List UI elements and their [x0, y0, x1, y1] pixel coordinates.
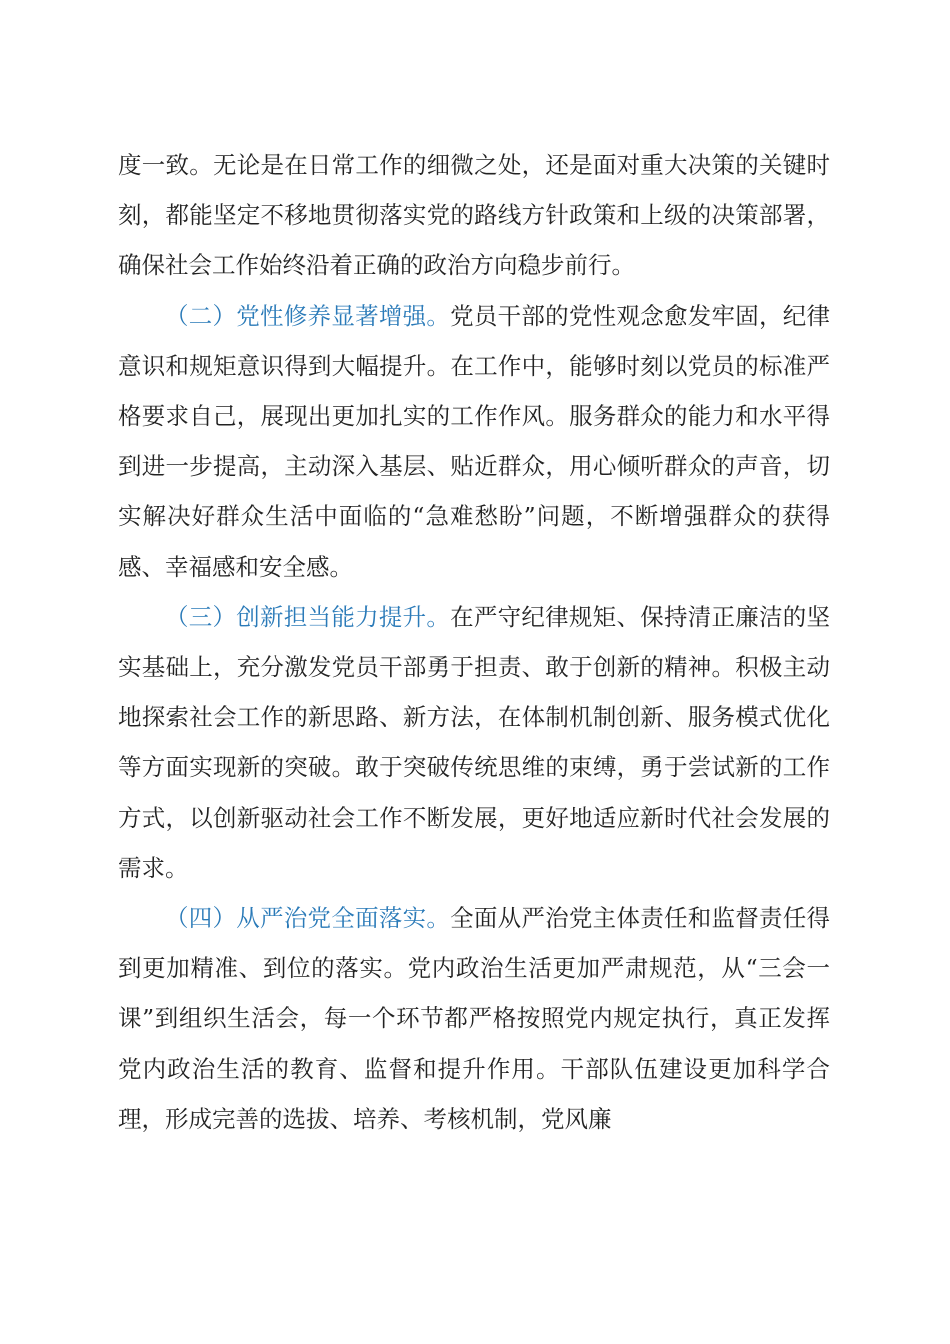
paragraph-text: 全面从严治党主体责任和监督责任得到更加精准、到位的落实。党内政治生活更加严肃规范，从“三会一课”到组织生活会，每一个环节都严格按照党内规定执行，真正发挥党内政治生活的教育、监督和提升作用。干部队伍建设更加科学合理，形成完善的选拔、培养、考核机制，党风廉 — [118, 904, 831, 1133]
section-heading: （四）从严治党全面落实。 — [165, 904, 451, 933]
paragraph-text: 度一致。无论是在日常工作的细微之处，还是面对重大决策的关键时刻，都能坚定不移地贯彻落实党的路线方针政策和上级的决策部署，确保社会工作始终沿着正确的政治方向稳步前行。 — [118, 151, 830, 280]
paragraph-innovation — [118, 592, 830, 893]
section-heading: （二）党性修养显著增强。 — [165, 301, 451, 330]
paragraph-text: 党员干部的党性观念愈发牢固，纪律意识和规矩意识得到大幅提升。在工作中，能够时刻以党员的标准严格要求自己，展现出更加扎实的工作作风。服务群众的能力和水平得到进一步提高，主动深入基层、贴近群众，用心倾听群众的声音，切实解决好群众生活中面临的“急难愁盼”问题，不断增强群众的获得感、幸福感和安全感。 — [118, 301, 831, 581]
paragraph-strict-governance — [118, 893, 830, 1144]
section-heading: （三）创新担当能力提升。 — [165, 602, 451, 631]
paragraph-continuation — [118, 140, 830, 291]
paragraph-party-spirit — [118, 291, 830, 592]
paragraph-text: 在严守纪律规矩、保持清正廉洁的坚实基础上，充分激发党员干部勇于担责、敢于创新的精神。积极主动地探索社会工作的新思路、新方法，在体制机制创新、服务模式优化等方面实现新的突破。敢于突破传统思维的束缚，勇于尝试新的工作方式，以创新驱动社会工作不断发展，更好地适应新时代社会发展的需求。 — [118, 602, 831, 882]
document-body — [118, 140, 830, 1144]
